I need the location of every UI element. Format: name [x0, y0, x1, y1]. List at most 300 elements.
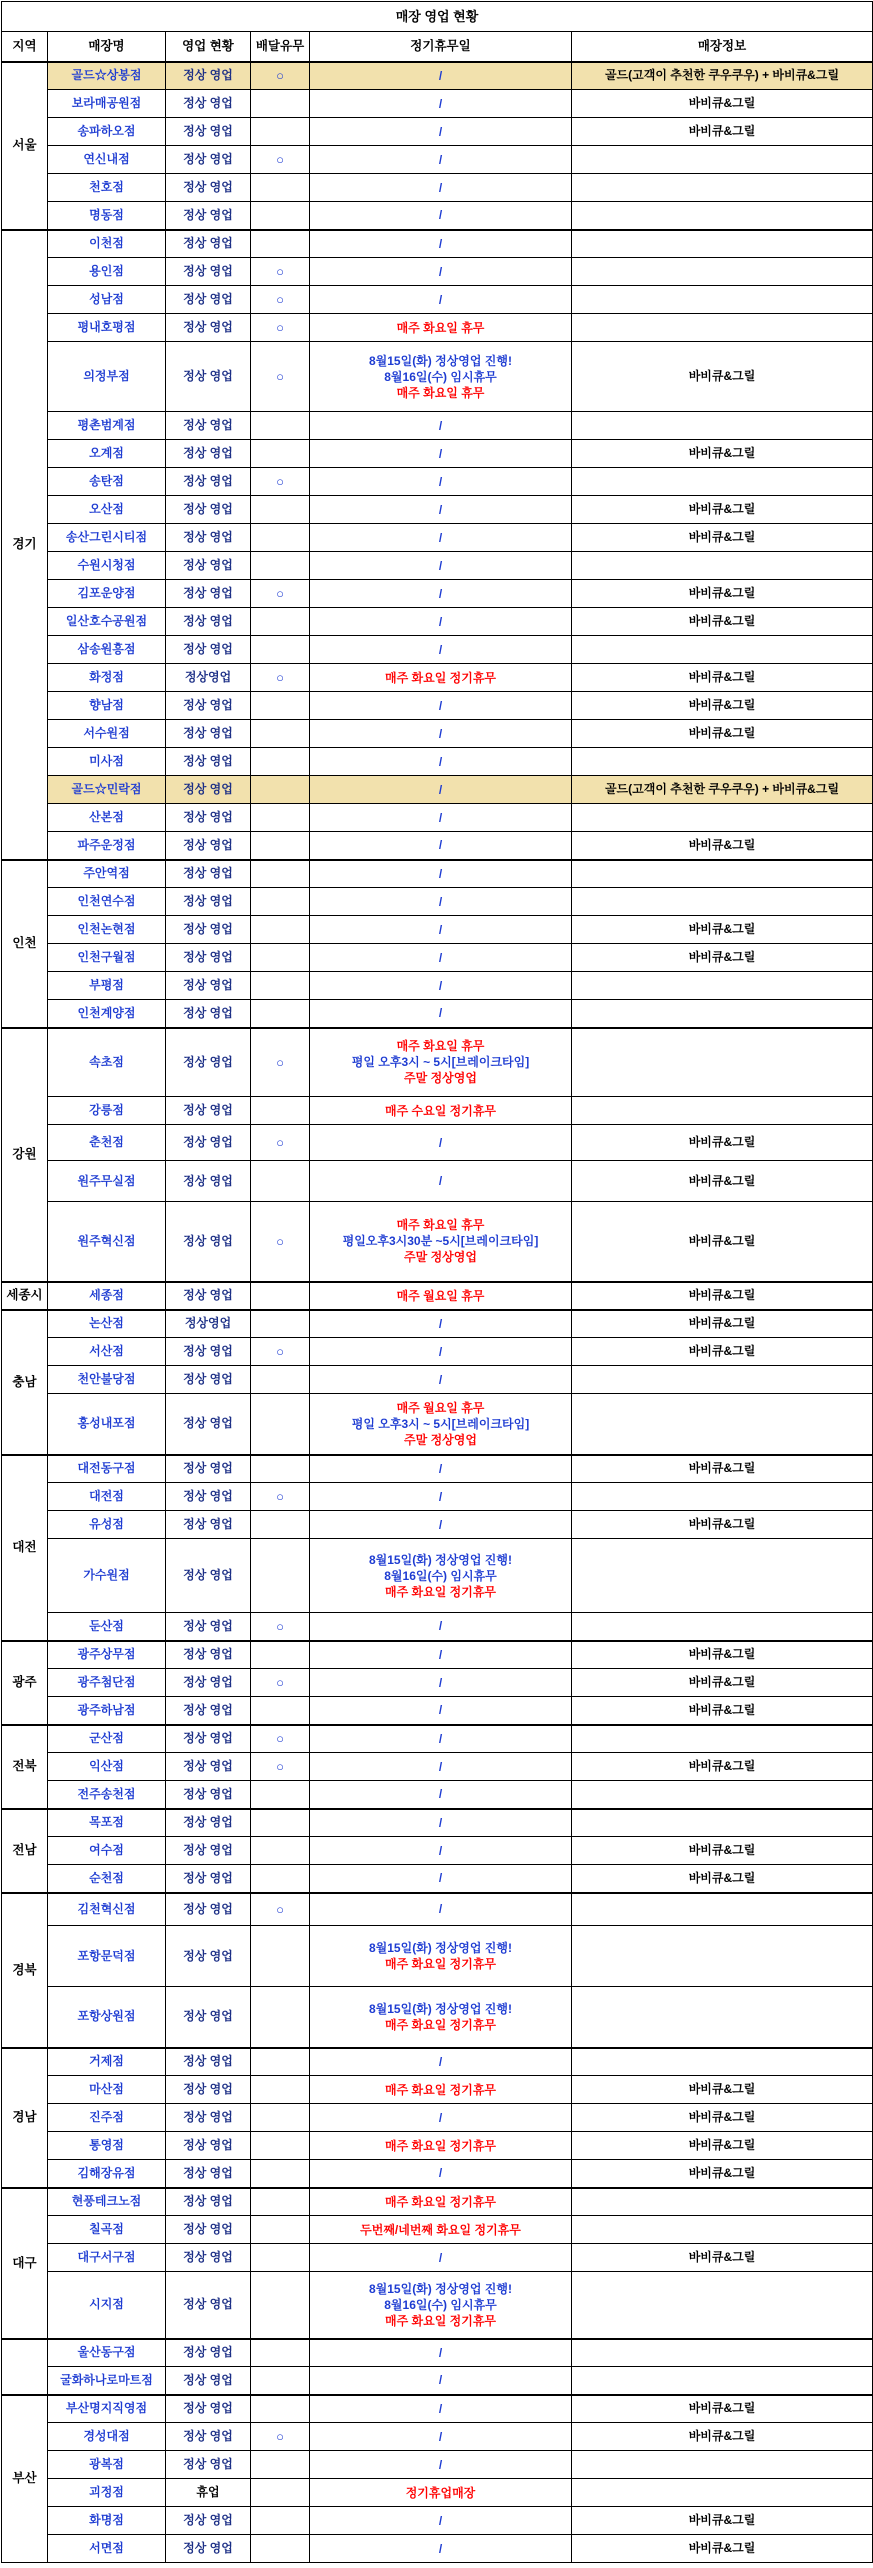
store-name-cell: 가수원점	[48, 1539, 166, 1613]
store-info-cell: 골드(고객이 추천한 쿠우쿠우) + 바비큐&그릴	[572, 776, 873, 804]
holiday-line: 주말 정상영업	[404, 1250, 477, 1265]
store-info-cell	[572, 258, 873, 286]
holiday-line: /	[438, 810, 443, 825]
status-cell: 정상 영업	[166, 468, 251, 496]
store-info-cell	[572, 1926, 873, 1987]
status-cell: 정상 영업	[166, 1641, 251, 1669]
status-cell: 정상 영업	[166, 230, 251, 258]
store-name-cell: 골드☆민락점	[48, 776, 166, 804]
store-info-cell: 바비큐&그릴	[572, 2395, 873, 2423]
holiday-cell	[310, 1893, 572, 1926]
store-name-cell: 대전점	[48, 1483, 166, 1511]
holiday-cell	[310, 1753, 572, 1781]
store-name-cell: 인천논현점	[48, 916, 166, 944]
delivery-cell	[251, 1539, 310, 1613]
store-row	[2, 1202, 873, 1282]
delivery-cell: ○	[251, 1669, 310, 1697]
store-info-cell: 바비큐&그릴	[572, 1125, 873, 1161]
holiday-cell	[310, 1366, 572, 1394]
holiday-line: /	[438, 502, 443, 517]
store-info-cell: 바비큐&그릴	[572, 2076, 873, 2104]
holiday-line: /	[438, 978, 443, 993]
holiday-cell	[310, 1669, 572, 1697]
delivery-cell	[251, 2244, 310, 2272]
store-row	[2, 916, 873, 944]
store-name-cell: 인천계양점	[48, 1000, 166, 1028]
holiday-cell	[310, 2188, 572, 2216]
holiday-cell	[310, 1641, 572, 1669]
store-name-cell: 대구서구점	[48, 2244, 166, 2272]
store-info-cell: 바비큐&그릴	[572, 342, 873, 412]
store-row	[2, 1366, 873, 1394]
holiday-line: /	[438, 782, 443, 797]
status-cell: 정상 영업	[166, 1366, 251, 1394]
store-info-cell	[572, 314, 873, 342]
status-cell: 정상 영업	[166, 1539, 251, 1613]
delivery-cell	[251, 720, 310, 748]
store-info-cell: 바비큐&그릴	[572, 2244, 873, 2272]
store-row	[2, 664, 873, 692]
holiday-cell	[310, 2367, 572, 2395]
holiday-line: /	[438, 1815, 443, 1830]
store-row	[2, 1837, 873, 1865]
holiday-cell	[310, 2507, 572, 2535]
store-row	[2, 2188, 873, 2216]
holiday-line: 평일 오후3시 ~ 5시[브레이크타임]	[351, 1416, 530, 1431]
holiday-line: /	[438, 2513, 443, 2528]
store-name-cell: 이천점	[48, 230, 166, 258]
delivery-cell	[251, 1511, 310, 1539]
holiday-line: /	[438, 264, 443, 279]
delivery-cell: ○	[251, 1028, 310, 1097]
status-cell: 정상 영업	[166, 748, 251, 776]
status-cell: 정상 영업	[166, 258, 251, 286]
store-row	[2, 2507, 873, 2535]
status-cell: 정상 영업	[166, 412, 251, 440]
store-info-cell	[572, 1097, 873, 1125]
holiday-cell	[310, 174, 572, 202]
holiday-line: /	[438, 586, 443, 601]
store-info-cell: 바비큐&그릴	[572, 2104, 873, 2132]
store-name-cell: 광복점	[48, 2451, 166, 2479]
store-info-cell: 바비큐&그릴	[572, 1753, 873, 1781]
store-name-cell: 원주무실점	[48, 1161, 166, 1202]
holiday-cell	[310, 832, 572, 860]
holiday-line: /	[438, 1174, 443, 1188]
region-cell: 전북	[2, 1725, 48, 1809]
holiday-cell	[310, 2244, 572, 2272]
holiday-cell	[310, 972, 572, 1000]
holiday-line: 매주 화요일 정기휴무	[385, 2194, 496, 2209]
status-cell: 정상 영업	[166, 804, 251, 832]
status-cell: 정상 영업	[166, 286, 251, 314]
delivery-cell	[251, 972, 310, 1000]
holiday-line: /	[438, 642, 443, 657]
store-info-cell	[572, 552, 873, 580]
holiday-cell	[310, 1725, 572, 1753]
holiday-cell	[310, 440, 572, 468]
status-cell: 정상 영업	[166, 776, 251, 804]
holiday-cell	[310, 944, 572, 972]
store-name-cell: 전주송천점	[48, 1781, 166, 1809]
store-name-cell: 거제점	[48, 2048, 166, 2076]
store-name-cell: 군산점	[48, 1725, 166, 1753]
delivery-cell	[251, 2395, 310, 2423]
region-cell: 인천	[2, 860, 48, 1028]
store-row	[2, 776, 873, 804]
holiday-line: /	[438, 68, 443, 83]
store-name-cell: 수원시청점	[48, 552, 166, 580]
store-row	[2, 1641, 873, 1669]
store-name-cell: 향남점	[48, 692, 166, 720]
delivery-cell	[251, 2216, 310, 2244]
store-row	[2, 1781, 873, 1809]
status-cell: 정상 영업	[166, 1781, 251, 1809]
store-info-cell	[572, 1366, 873, 1394]
store-name-cell: 춘천점	[48, 1125, 166, 1161]
delivery-cell	[251, 776, 310, 804]
header-delivery: 배달유무	[251, 32, 310, 62]
store-info-cell	[572, 468, 873, 496]
store-info-cell: 바비큐&그릴	[572, 720, 873, 748]
store-info-cell: 바비큐&그릴	[572, 2423, 873, 2451]
holiday-cell	[310, 2451, 572, 2479]
holiday-line: 8월16일(수) 임시휴무	[384, 2297, 497, 2312]
delivery-cell	[251, 860, 310, 888]
holiday-cell	[310, 2048, 572, 2076]
holiday-line: /	[438, 866, 443, 881]
store-info-cell	[572, 1028, 873, 1097]
store-info-cell: 바비큐&그릴	[572, 2535, 873, 2563]
holiday-cell	[310, 468, 572, 496]
store-name-cell: 서면점	[48, 2535, 166, 2563]
holiday-line: /	[438, 1703, 443, 1718]
delivery-cell	[251, 230, 310, 258]
store-row	[2, 748, 873, 776]
holiday-cell	[310, 860, 572, 888]
region-cell: 세종시	[2, 1282, 48, 1310]
holiday-cell	[310, 804, 572, 832]
holiday-cell	[310, 720, 572, 748]
delivery-cell	[251, 608, 310, 636]
status-cell: 정상 영업	[166, 2272, 251, 2339]
delivery-cell	[251, 748, 310, 776]
holiday-cell	[310, 1781, 572, 1809]
store-info-cell: 바비큐&그릴	[572, 496, 873, 524]
holiday-line: /	[438, 1787, 443, 1802]
store-info-cell: 바비큐&그릴	[572, 692, 873, 720]
delivery-cell	[251, 1641, 310, 1669]
holiday-line: /	[438, 558, 443, 573]
delivery-cell	[251, 2535, 310, 2563]
holiday-cell	[310, 2076, 572, 2104]
store-info-cell: 골드(고객이 추천한 쿠우쿠우) + 바비큐&그릴	[572, 62, 873, 90]
status-cell: 정상 영업	[166, 1511, 251, 1539]
holiday-line: /	[438, 754, 443, 769]
delivery-cell: ○	[251, 62, 310, 90]
holiday-line: /	[438, 726, 443, 741]
store-info-cell	[572, 412, 873, 440]
status-cell: 정상 영업	[166, 2160, 251, 2188]
store-info-cell: 바비큐&그릴	[572, 90, 873, 118]
holiday-line: 평일 오후3시 ~ 5시[브레이크타임]	[351, 1055, 530, 1070]
status-cell: 정상 영업	[166, 636, 251, 664]
holiday-cell	[310, 2272, 572, 2339]
holiday-line: 매주 화요일 휴무	[396, 1039, 485, 1054]
status-cell: 정상 영업	[166, 1753, 251, 1781]
delivery-cell	[251, 1310, 310, 1338]
holiday-line: 8월15일(화) 정상영업 진행!	[368, 353, 512, 368]
delivery-cell	[251, 1366, 310, 1394]
store-name-cell: 용인점	[48, 258, 166, 286]
delivery-cell	[251, 2451, 310, 2479]
delivery-cell	[251, 2479, 310, 2507]
holiday-cell	[310, 1455, 572, 1483]
store-row	[2, 636, 873, 664]
store-info-cell	[572, 174, 873, 202]
delivery-cell: ○	[251, 314, 310, 342]
holiday-line: 매주 화요일 정기휴무	[385, 670, 496, 685]
store-info-cell	[572, 1613, 873, 1641]
holiday-line: /	[438, 1619, 443, 1634]
holiday-cell	[310, 748, 572, 776]
store-row	[2, 2479, 873, 2507]
store-row	[2, 1539, 873, 1613]
holiday-line: 매주 월요일 휴무	[396, 1400, 485, 1415]
holiday-cell	[310, 1394, 572, 1455]
store-row	[2, 412, 873, 440]
store-name-cell: 삼송원흥점	[48, 636, 166, 664]
status-cell: 정상영업	[166, 1310, 251, 1338]
store-name-cell: 괴정점	[48, 2479, 166, 2507]
store-row	[2, 2451, 873, 2479]
status-cell: 정상 영업	[166, 692, 251, 720]
region-cell	[2, 2339, 48, 2395]
store-name-cell: 김해장유점	[48, 2160, 166, 2188]
store-row	[2, 2160, 873, 2188]
store-info-cell	[572, 1781, 873, 1809]
status-cell: 정상 영업	[166, 2048, 251, 2076]
store-info-cell	[572, 2367, 873, 2395]
holiday-line: 8월15일(화) 정상영업 진행!	[368, 1552, 512, 1567]
delivery-cell	[251, 1394, 310, 1455]
store-name-cell: 포항상원점	[48, 1987, 166, 2048]
store-name-cell: 파주운정점	[48, 832, 166, 860]
delivery-cell	[251, 1987, 310, 2048]
status-cell: 정상 영업	[166, 2104, 251, 2132]
store-name-cell: 유성점	[48, 1511, 166, 1539]
store-row	[2, 552, 873, 580]
status-cell: 정상 영업	[166, 1161, 251, 1202]
delivery-cell	[251, 1455, 310, 1483]
table-head	[2, 2, 873, 62]
store-name-cell: 홍성내포점	[48, 1394, 166, 1455]
holiday-cell	[310, 230, 572, 258]
region-cell: 대전	[2, 1455, 48, 1641]
holiday-cell	[310, 664, 572, 692]
region-cell: 강원	[2, 1028, 48, 1282]
delivery-cell	[251, 832, 310, 860]
region-cell: 경기	[2, 230, 48, 860]
store-row	[2, 2423, 873, 2451]
store-row	[2, 1161, 873, 1202]
store-row	[2, 118, 873, 146]
holiday-line: /	[438, 950, 443, 965]
holiday-line: 주말 정상영업	[404, 1432, 477, 1447]
store-name-cell: 화정점	[48, 664, 166, 692]
holiday-cell	[310, 1987, 572, 2048]
store-row	[2, 90, 873, 118]
delivery-cell	[251, 944, 310, 972]
store-info-cell	[572, 1893, 873, 1926]
delivery-cell	[251, 552, 310, 580]
store-row	[2, 1455, 873, 1483]
store-name-cell: 대전동구점	[48, 1455, 166, 1483]
holiday-cell	[310, 1483, 572, 1511]
store-name-cell: 송파하오점	[48, 118, 166, 146]
delivery-cell: ○	[251, 580, 310, 608]
store-info-cell	[572, 1000, 873, 1028]
store-name-cell: 마산점	[48, 2076, 166, 2104]
region-cell: 경남	[2, 2048, 48, 2188]
holiday-cell	[310, 2132, 572, 2160]
store-row	[2, 860, 873, 888]
store-row	[2, 804, 873, 832]
store-name-cell: 논산점	[48, 1310, 166, 1338]
holiday-line: /	[438, 894, 443, 909]
status-cell: 정상 영업	[166, 608, 251, 636]
delivery-cell	[251, 1697, 310, 1725]
delivery-cell	[251, 636, 310, 664]
status-cell: 정상 영업	[166, 1865, 251, 1893]
holiday-line: /	[438, 1731, 443, 1746]
status-cell: 정상 영업	[166, 860, 251, 888]
holiday-cell	[310, 552, 572, 580]
store-info-cell: 바비큐&그릴	[572, 2132, 873, 2160]
holiday-line: /	[438, 838, 443, 853]
status-cell: 정상 영업	[166, 2216, 251, 2244]
holiday-cell	[310, 1865, 572, 1893]
store-row	[2, 1282, 873, 1310]
holiday-line: /	[438, 1344, 443, 1359]
store-name-cell: 오산점	[48, 496, 166, 524]
status-cell: 정상영업	[166, 664, 251, 692]
store-name-cell: 여수점	[48, 1837, 166, 1865]
status-cell: 정상 영업	[166, 720, 251, 748]
store-row	[2, 2132, 873, 2160]
holiday-line: 매주 화요일 정기휴무	[385, 1584, 496, 1599]
store-info-cell: 바비큐&그릴	[572, 2160, 873, 2188]
header-status: 영업 현황	[166, 32, 251, 62]
holiday-line: /	[438, 1006, 443, 1021]
store-name-cell: 미사점	[48, 748, 166, 776]
status-cell: 정상 영업	[166, 1893, 251, 1926]
status-cell: 정상 영업	[166, 1000, 251, 1028]
store-row	[2, 1613, 873, 1641]
status-cell: 정상 영업	[166, 62, 251, 90]
delivery-cell	[251, 202, 310, 230]
delivery-cell	[251, 2507, 310, 2535]
store-row	[2, 440, 873, 468]
store-row	[2, 2535, 873, 2563]
status-cell: 정상 영업	[166, 1338, 251, 1366]
holiday-cell	[310, 1539, 572, 1613]
store-name-cell: 속초점	[48, 1028, 166, 1097]
holiday-cell	[310, 1697, 572, 1725]
store-info-cell	[572, 1394, 873, 1455]
holiday-cell	[310, 888, 572, 916]
delivery-cell	[251, 1000, 310, 1028]
holiday-cell	[310, 524, 572, 552]
holiday-cell	[310, 258, 572, 286]
store-info-cell	[572, 1539, 873, 1613]
store-row	[2, 1028, 873, 1097]
delivery-cell: ○	[251, 286, 310, 314]
store-name-cell: 부평점	[48, 972, 166, 1000]
holiday-line: /	[438, 2429, 443, 2444]
holiday-line: 매주 화요일 정기휴무	[385, 2138, 496, 2153]
store-name-cell: 송산그린시티점	[48, 524, 166, 552]
store-row	[2, 1893, 873, 1926]
status-cell: 정상 영업	[166, 1669, 251, 1697]
holiday-line: /	[438, 292, 443, 307]
store-row	[2, 972, 873, 1000]
store-row	[2, 2104, 873, 2132]
status-cell: 정상 영업	[166, 342, 251, 412]
store-name-cell: 천안불당점	[48, 1366, 166, 1394]
store-info-cell: 바비큐&그릴	[572, 1161, 873, 1202]
status-cell: 정상 영업	[166, 2132, 251, 2160]
holiday-cell	[310, 342, 572, 412]
holiday-line: /	[438, 2166, 443, 2181]
holiday-line: /	[438, 1489, 443, 1504]
store-name-cell: 현풍테크노점	[48, 2188, 166, 2216]
store-info-cell	[572, 286, 873, 314]
store-info-cell: 바비큐&그릴	[572, 1641, 873, 1669]
holiday-line: 8월16일(수) 임시휴무	[384, 1568, 497, 1583]
holiday-line: /	[438, 124, 443, 139]
holiday-line: /	[438, 2541, 443, 2556]
store-name-cell: 의정부점	[48, 342, 166, 412]
delivery-cell	[251, 1097, 310, 1125]
holiday-line: 매주 화요일 정기휴무	[385, 2313, 496, 2328]
holiday-cell	[310, 1310, 572, 1338]
store-name-cell: 광주첨단점	[48, 1669, 166, 1697]
holiday-line: /	[438, 922, 443, 937]
store-row	[2, 62, 873, 90]
holiday-line: /	[438, 698, 443, 713]
status-cell: 정상 영업	[166, 314, 251, 342]
store-info-cell: 바비큐&그릴	[572, 1511, 873, 1539]
store-name-cell: 천호점	[48, 174, 166, 202]
store-name-cell: 둔산점	[48, 1613, 166, 1641]
delivery-cell: ○	[251, 664, 310, 692]
holiday-line: /	[438, 1902, 443, 1917]
store-info-cell	[572, 2272, 873, 2339]
store-name-cell: 평촌범계점	[48, 412, 166, 440]
store-info-cell	[572, 1483, 873, 1511]
holiday-line: 8월15일(화) 정상영업 진행!	[368, 2001, 512, 2016]
holiday-cell	[310, 1613, 572, 1641]
store-row	[2, 1394, 873, 1455]
store-name-cell: 김천혁신점	[48, 1893, 166, 1926]
holiday-line: 정기휴업매장	[405, 2485, 476, 2500]
header-region: 지역	[2, 32, 48, 62]
holiday-line: /	[438, 1135, 443, 1150]
delivery-cell	[251, 1837, 310, 1865]
store-row	[2, 1809, 873, 1837]
holiday-cell	[310, 1809, 572, 1837]
